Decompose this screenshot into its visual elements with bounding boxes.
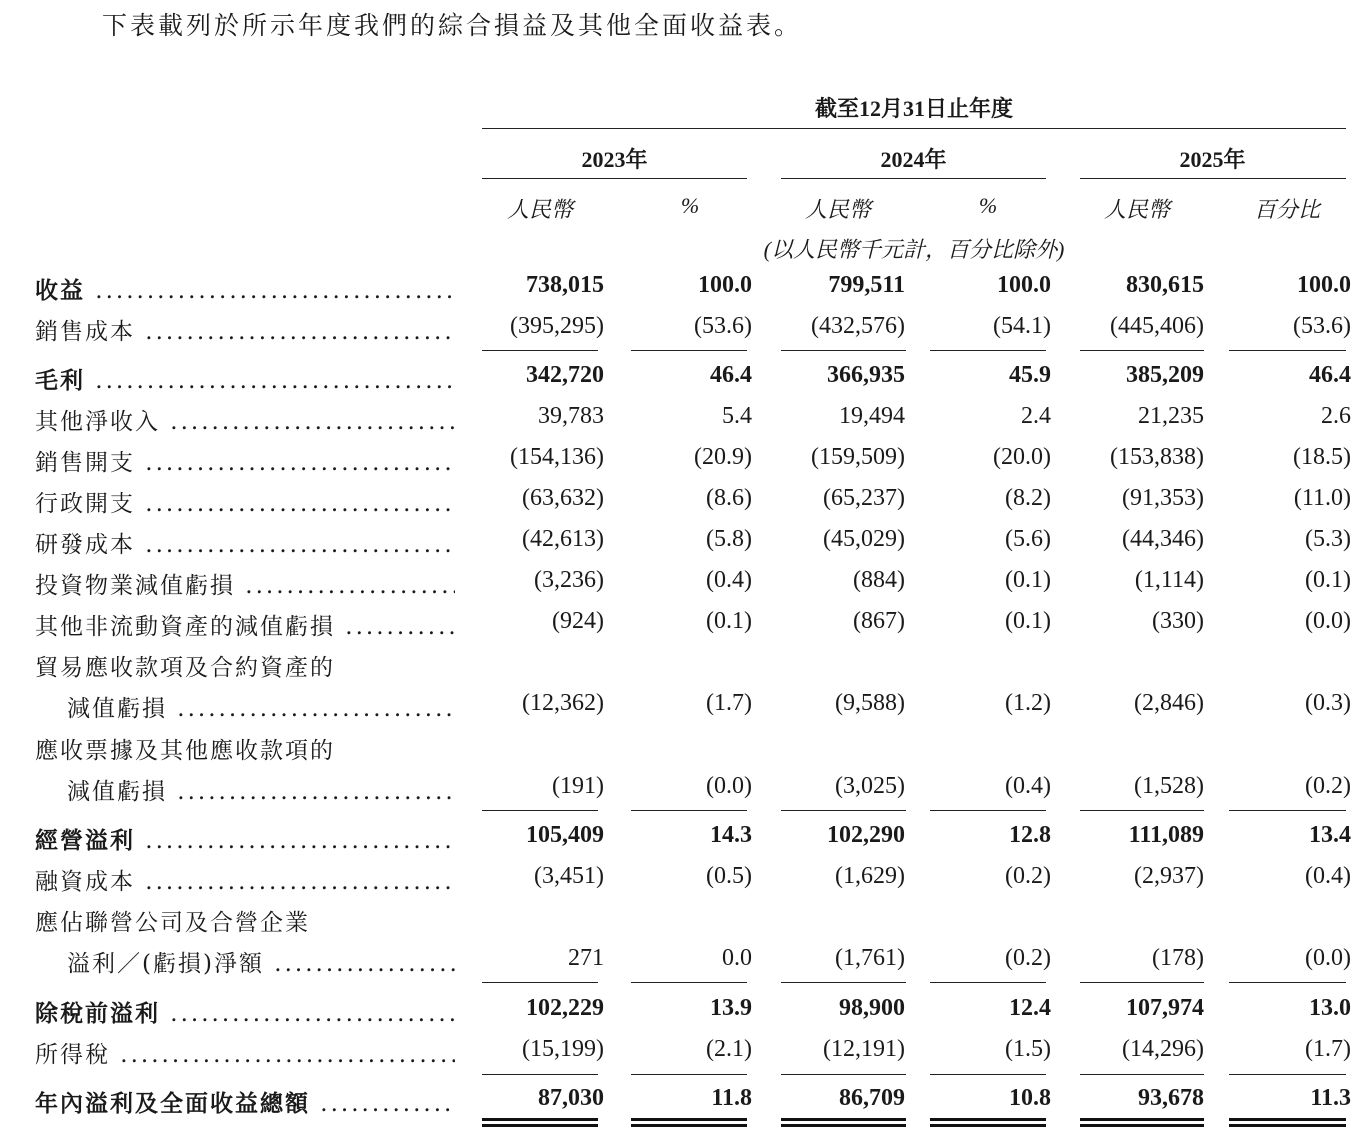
amount-cell: (330) [1152, 608, 1204, 634]
percent-cell: 13.9 [710, 995, 752, 1021]
percent-cell: (5.6) [1005, 526, 1051, 552]
year-rule [482, 178, 747, 179]
subtotal-rule [781, 982, 906, 983]
amount-cell: 830,615 [1126, 272, 1204, 298]
amount-cell: (91,353) [1122, 485, 1204, 511]
subtotal-rule [482, 350, 598, 351]
percent-cell: 100.0 [997, 272, 1051, 298]
total-double-rule [631, 1118, 747, 1127]
percent-cell: (5.8) [706, 526, 752, 552]
percent-cell: 13.4 [1309, 822, 1351, 848]
amount-cell: 385,209 [1126, 362, 1204, 388]
percent-cell: (53.6) [1293, 313, 1351, 339]
unit-header-pct: % [978, 193, 998, 218]
subtotal-rule [1229, 1074, 1346, 1075]
subtotal-rule [781, 1074, 906, 1075]
amount-cell: (15,199) [522, 1036, 604, 1062]
percent-cell: 100.0 [1297, 272, 1351, 298]
amount-cell: 738,015 [526, 272, 604, 298]
intro-text: 下表載列於所示年度我們的綜合損益及其他全面收益表。 [102, 11, 803, 40]
amount-cell: 111,089 [1128, 822, 1204, 848]
percent-cell: (18.5) [1293, 444, 1351, 470]
subtotal-rule [1080, 350, 1204, 351]
amount-cell: (924) [552, 608, 604, 634]
percent-cell: 10.8 [1009, 1085, 1051, 1111]
amount-cell: 102,290 [827, 822, 905, 848]
amount-cell: 39,783 [538, 403, 604, 429]
row-label-continued: 減值虧損 ..... [67, 773, 455, 806]
row-label: 其他淨收入 ..... [35, 403, 455, 436]
share-of-associates-row [0, 904, 1371, 977]
row-label: 銷售開支 ..... [35, 444, 455, 477]
amount-cell: (42,613) [522, 526, 604, 552]
amount-cell: 102,229 [526, 995, 604, 1021]
percent-cell: 46.4 [1309, 362, 1351, 388]
amount-cell: 342,720 [526, 362, 604, 388]
admin-expenses-row [0, 485, 1371, 525]
unit-header-rmb: 人民幣 [804, 197, 871, 222]
amount-cell: (1,114) [1134, 567, 1204, 593]
total-double-rule [1080, 1118, 1204, 1127]
row-label: 應收票據及其他應收款項的 [35, 738, 335, 764]
percent-cell: (1.7) [1305, 1036, 1351, 1062]
unit-note: (以人民幣千元計，百分比除外) [763, 237, 1065, 262]
percent-cell: 5.4 [722, 403, 752, 429]
amount-cell: (1,761) [835, 945, 905, 971]
percent-cell: (2.1) [706, 1036, 752, 1062]
cost-of-sales-row [0, 313, 1371, 353]
percent-cell: (54.1) [993, 313, 1051, 339]
subtotal-rule [631, 1074, 747, 1075]
amount-cell: (14,296) [1122, 1036, 1204, 1062]
amount-cell: 366,935 [827, 362, 905, 388]
year-2024-header: 2024年 [880, 147, 947, 172]
finance-costs-row [0, 863, 1371, 903]
percent-cell: (8.2) [1005, 485, 1051, 511]
subtotal-rule [631, 982, 747, 983]
amount-cell: 105,409 [526, 822, 604, 848]
amount-cell: (884) [853, 567, 905, 593]
percent-cell: 11.8 [711, 1085, 752, 1111]
amount-cell: (1,528) [1134, 773, 1204, 799]
subtotal-rule [631, 810, 747, 811]
trade-receivables-impairment-row [0, 649, 1371, 722]
percent-cell: (0.4) [1305, 863, 1351, 889]
period-header: 截至12月31日止年度 [814, 96, 1013, 121]
amount-cell: (153,838) [1110, 444, 1204, 470]
unit-header-rmb: 人民幣 [506, 197, 573, 222]
row-label: 毛利 ..... [35, 362, 455, 395]
subtotal-rule [1080, 1074, 1204, 1075]
amount-cell: (12,191) [823, 1036, 905, 1062]
total-double-rule [482, 1118, 598, 1127]
amount-cell: 98,900 [839, 995, 905, 1021]
percent-cell: (0.2) [1005, 863, 1051, 889]
percent-cell: (1.5) [1005, 1036, 1051, 1062]
income-tax-row [0, 1036, 1371, 1076]
subtotal-rule [1229, 810, 1346, 811]
row-label: 其他非流動資產的減值虧損 ..... [35, 608, 455, 641]
unit-header-pct: % [680, 193, 700, 218]
percent-cell: (5.3) [1305, 526, 1351, 552]
subtotal-rule [1080, 982, 1204, 983]
percent-cell: (0.0) [706, 773, 752, 799]
unit-header-pct: 百分比 [1253, 197, 1320, 222]
percent-cell: (53.6) [694, 313, 752, 339]
amount-cell: (1,629) [835, 863, 905, 889]
percent-cell: (0.4) [706, 567, 752, 593]
amount-cell: (159,509) [811, 444, 905, 470]
percent-cell: (0.0) [1305, 945, 1351, 971]
amount-cell: (63,632) [522, 485, 604, 511]
amount-cell: (2,937) [1134, 863, 1204, 889]
amount-cell: 107,974 [1126, 995, 1204, 1021]
percent-cell: (1.7) [706, 690, 752, 716]
row-label: 經營溢利 ..... [35, 822, 455, 855]
percent-cell: 2.6 [1321, 403, 1351, 429]
amount-cell: 19,494 [839, 403, 905, 429]
percent-cell: (11.0) [1293, 485, 1351, 511]
gross-profit-row [0, 362, 1371, 402]
subtotal-rule [631, 350, 747, 351]
percent-cell: (0.1) [1005, 567, 1051, 593]
row-label-continued: 減值虧損 ..... [67, 690, 455, 723]
total-double-rule [930, 1118, 1046, 1127]
percent-cell: (0.1) [1305, 567, 1351, 593]
rnd-cost-row [0, 526, 1371, 566]
percent-cell: (0.2) [1005, 945, 1051, 971]
row-label: 所得稅 ..... [35, 1036, 455, 1069]
percent-cell: (8.6) [706, 485, 752, 511]
percent-cell: 12.4 [1009, 995, 1051, 1021]
percent-cell: (0.1) [706, 608, 752, 634]
percent-cell: (20.9) [694, 444, 752, 470]
percent-cell: 11.3 [1310, 1085, 1351, 1111]
amount-cell: (154,136) [510, 444, 604, 470]
percent-cell: (0.2) [1305, 773, 1351, 799]
percent-cell: 100.0 [698, 272, 752, 298]
subtotal-rule [930, 1074, 1046, 1075]
subtotal-rule [1229, 350, 1346, 351]
row-label: 收益 ..... [35, 272, 455, 305]
row-label: 行政開支 ..... [35, 485, 455, 518]
percent-cell: (0.3) [1305, 690, 1351, 716]
row-label: 除稅前溢利 ..... [35, 995, 455, 1028]
other-net-income-row [0, 403, 1371, 443]
amount-cell: (45,029) [823, 526, 905, 552]
percent-cell: (20.0) [993, 444, 1051, 470]
percent-cell: (0.5) [706, 863, 752, 889]
investment-property-impairment-row [0, 567, 1371, 607]
subtotal-rule [930, 810, 1046, 811]
row-label-continued: 溢利／(虧損)淨額 ..... [67, 945, 455, 978]
amount-cell: (9,588) [835, 690, 905, 716]
amount-cell: (867) [853, 608, 905, 634]
subtotal-rule [1229, 982, 1346, 983]
total-double-rule [781, 1118, 906, 1127]
amount-cell: (2,846) [1134, 690, 1204, 716]
subtotal-rule [482, 810, 598, 811]
amount-cell: (395,295) [510, 313, 604, 339]
percent-cell: 14.3 [710, 822, 752, 848]
year-2023-header: 2023年 [581, 147, 648, 172]
amount-cell: (432,576) [811, 313, 905, 339]
row-label: 融資成本 ..... [35, 863, 455, 896]
amount-cell: 21,235 [1138, 403, 1204, 429]
amount-cell: 271 [568, 945, 604, 971]
amount-cell: (445,406) [1110, 313, 1204, 339]
row-label: 應佔聯營公司及合營企業 [35, 910, 310, 936]
amount-cell: 93,678 [1138, 1085, 1204, 1111]
subtotal-rule [781, 810, 906, 811]
amount-cell: (178) [1152, 945, 1204, 971]
amount-cell: (3,236) [534, 567, 604, 593]
amount-cell: 87,030 [538, 1085, 604, 1111]
amount-cell: (12,362) [522, 690, 604, 716]
header-rule [482, 128, 1346, 129]
row-label: 貿易應收款項及合約資產的 [35, 655, 335, 681]
amount-cell: 799,511 [828, 272, 905, 298]
percent-cell: 2.4 [1021, 403, 1051, 429]
row-label: 投資物業減值虧損 ..... [35, 567, 455, 600]
subtotal-rule [482, 982, 598, 983]
percent-cell: 0.0 [722, 945, 752, 971]
subtotal-rule [482, 1074, 598, 1075]
percent-cell: (0.4) [1005, 773, 1051, 799]
total-double-rule [1229, 1118, 1346, 1127]
percent-cell: 46.4 [710, 362, 752, 388]
bills-receivables-impairment-row [0, 732, 1371, 805]
subtotal-rule [930, 350, 1046, 351]
subtotal-rule [1080, 810, 1204, 811]
percent-cell: (0.1) [1005, 608, 1051, 634]
amount-cell: (44,346) [1122, 526, 1204, 552]
profit-before-tax-row [0, 995, 1371, 1035]
row-label: 銷售成本 ..... [35, 313, 455, 346]
subtotal-rule [930, 982, 1046, 983]
percent-cell: (1.2) [1005, 690, 1051, 716]
row-label: 研發成本 ..... [35, 526, 455, 559]
percent-cell: 13.0 [1309, 995, 1351, 1021]
operating-profit-row [0, 822, 1371, 862]
unit-header-rmb: 人民幣 [1103, 197, 1170, 222]
amount-cell: (65,237) [823, 485, 905, 511]
amount-cell: (3,451) [534, 863, 604, 889]
year-2025-header: 2025年 [1179, 147, 1246, 172]
subtotal-rule [781, 350, 906, 351]
percent-cell: 45.9 [1009, 362, 1051, 388]
percent-cell: 12.8 [1009, 822, 1051, 848]
revenue-row [0, 272, 1371, 312]
amount-cell: (191) [552, 773, 604, 799]
year-rule [1080, 178, 1346, 179]
selling-expenses-row [0, 444, 1371, 484]
year-rule [781, 178, 1046, 179]
amount-cell: (3,025) [835, 773, 905, 799]
amount-cell: 86,709 [839, 1085, 905, 1111]
percent-cell: (0.0) [1305, 608, 1351, 634]
other-noncurrent-impairment-row [0, 608, 1371, 648]
row-label: 年內溢利及全面收益總額 ..... [35, 1085, 455, 1118]
